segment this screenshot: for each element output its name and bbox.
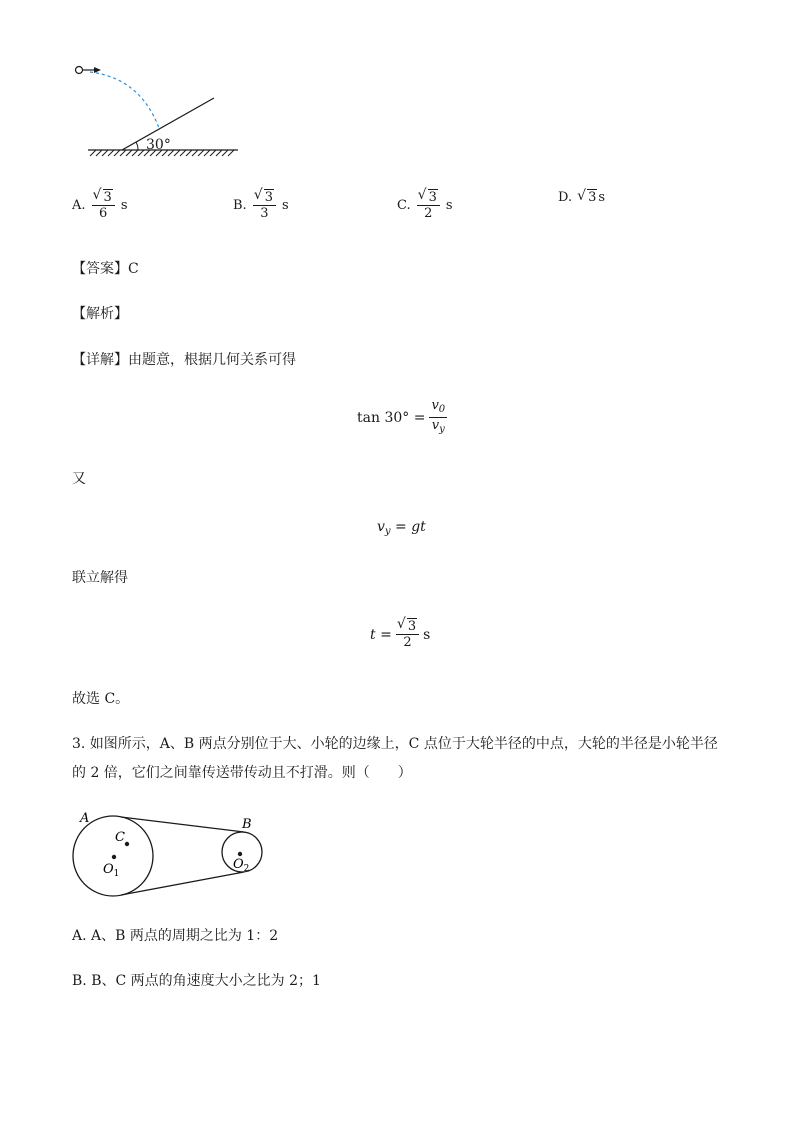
q3-option-b[interactable]: B. B、C 两点的角速度大小之比为 2；1 [72,973,321,989]
fraction [253,190,276,221]
equation-vy: $v_y$ = gt [377,519,426,537]
option-d[interactable] [558,190,605,205]
fraction [92,190,115,221]
center-o1-dot [112,855,116,859]
analysis-label: 【解析】 [72,306,128,322]
option-letter: C. [397,198,411,213]
denominator: 6 [99,206,108,221]
point-c-dot [125,842,129,846]
label-b: B [242,817,252,832]
option-a[interactable] [72,190,127,221]
denominator: 3 [260,206,269,221]
conclusion: 故选 C。 [72,691,130,707]
option-letter: B. [233,198,247,213]
word-you: 又 [72,471,86,487]
option-letter: D. [558,190,573,205]
unit: s [445,198,453,213]
ball-icon [76,67,83,74]
analysis-line [72,304,128,324]
label-a: A [80,811,90,826]
eq3-lhs: t = [370,626,392,643]
radicand: 3 [588,190,597,205]
q3-option-a[interactable]: A. A、B 两点的周期之比为 1：2 [72,928,279,944]
option-letter: A. [72,198,86,213]
radicand: 3 [103,190,112,205]
unit: s [598,190,606,205]
answer-line [72,259,139,279]
belt-bottom [121,872,244,895]
trajectory-path [90,72,159,128]
radicand: 3 [264,190,273,205]
q3-line2: 的 2 倍，它们之间靠传送带传动且不打滑。则（ ） [72,765,412,781]
answer-value: C [128,261,139,277]
q3-line1: 3. 如图所示，A、B 两点分别位于大、小轮的边缘上，C 点位于大轮半径的中点，大轮的半径是小轮半径 [72,736,718,752]
word-lianli: 联立解得 [72,570,128,586]
label-o1: $O_1$ [103,862,120,879]
detail-text: 由题意，根据几何关系可得 [128,352,296,368]
detail-label: 【详解】 [72,352,128,368]
eq1-lhs: tan 30° = [357,409,426,426]
eq3-unit: s [423,626,431,643]
belt-top [121,817,244,832]
answer-label: 【答案】 [72,261,128,277]
belt-drive-figure [70,808,270,903]
projectile-incline-figure [70,58,250,168]
fraction [417,190,440,221]
detail-line [72,350,296,370]
option-c[interactable] [397,190,453,221]
equation-tan [357,398,447,437]
sqrt-expression [578,190,597,205]
eq1-fraction: $\frac{v_0}{v_y}$ [431,398,446,435]
option-b[interactable] [233,190,289,221]
equation-t [370,619,430,650]
unit: s [281,198,289,213]
label-o2: $O_2$ [233,857,250,874]
center-o2-dot [238,852,242,856]
arrow-head-icon [94,67,101,73]
angle-label: 30° [146,137,171,153]
denominator: 2 [424,206,433,221]
label-c: C [115,830,125,845]
unit: s [120,198,128,213]
angle-arc [136,142,138,150]
eq3-fraction: √ $\frac{3}{2}$ [396,619,419,650]
radicand: 3 [428,190,437,205]
